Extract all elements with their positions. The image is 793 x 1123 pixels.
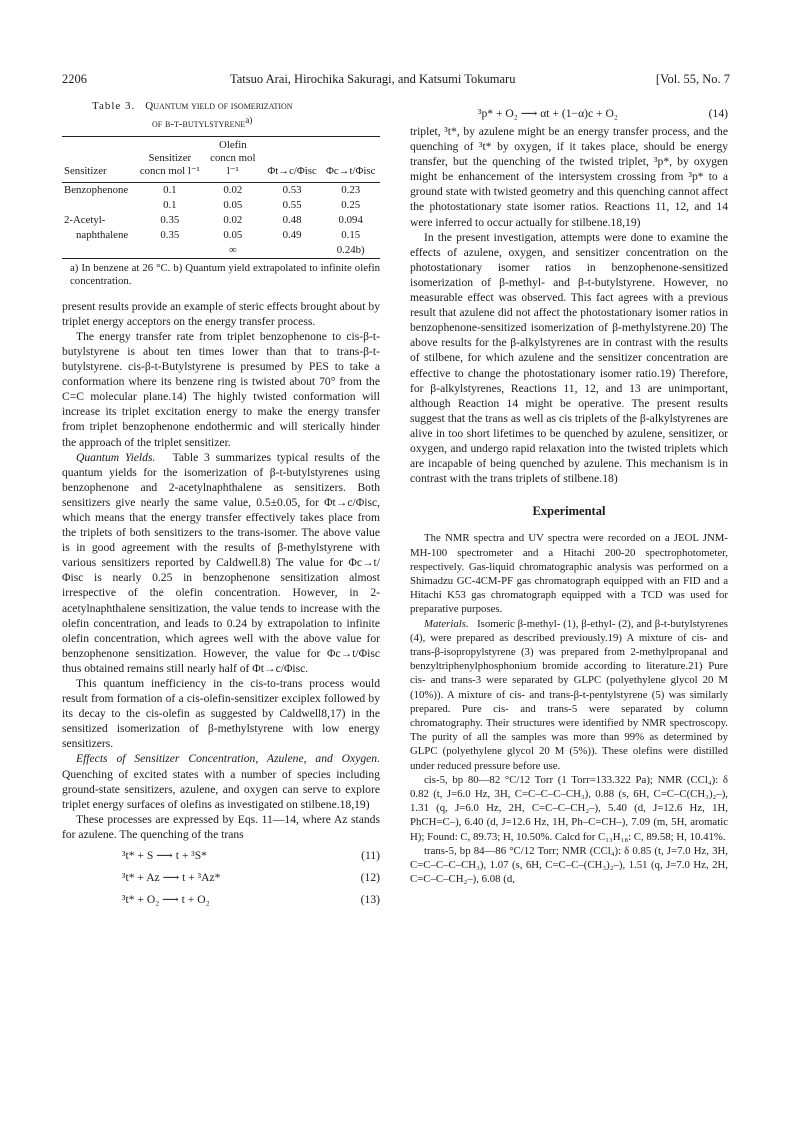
cell: ∞ bbox=[228, 243, 237, 256]
paragraph bbox=[410, 617, 728, 773]
cell bbox=[62, 198, 137, 213]
cell: 0.02 bbox=[223, 183, 243, 196]
equation-12 bbox=[62, 864, 380, 886]
equation-text: ³t* + Az ⟶ t + ³Az* bbox=[122, 871, 221, 885]
cell: 2-Acetyl- bbox=[64, 213, 106, 226]
equation-text: ³t* + O₂ ⟶ t + O₂ bbox=[122, 893, 210, 907]
paragraph bbox=[62, 751, 380, 811]
equation-number: (11) bbox=[361, 849, 380, 863]
cell bbox=[62, 243, 137, 259]
col-head: Olefin concn mol l⁻¹ bbox=[210, 138, 256, 177]
cell: 0.1 bbox=[163, 183, 177, 196]
col-head: Φc→t/Φisc bbox=[326, 164, 376, 177]
cell bbox=[137, 243, 203, 259]
table-caption: Table 3. Quantum yield of isomerization of β-t-butylstyrene$^{a)}$ bbox=[92, 100, 293, 131]
equation-number: (13) bbox=[360, 893, 380, 907]
table-row bbox=[62, 182, 380, 198]
table-row bbox=[62, 213, 380, 228]
run-in-heading: Quantum Yields. bbox=[76, 450, 156, 464]
paragraph: In the present investigation, attempts were done to examine the effects of azulene, oxygen, and sensitizer concentration on the photostationary isomer ratios in benzophenone-sensitized isomerization of β-methyl- and β-t-butylstyrene. However, no measurable effect was observed. This fact agrees with a previous result that azulene did not affect the photostationary isomer ratios in benzophenone-sensitized isomerization of β-methylstyrene.20) The above results for the β-alkylstyrenes are in contrast with the results of stilbene, for which azulene and the sensitizer concentration are effective to change the photostationary isomer ratio.19) Therefore, for β-alkylstyrenes, Reactions 11, 12, and 13 are unimportant, although Reaction 14 might be operative. The present results suggest that the trans as well as cis triplets of the β-alkylstyrenes are alive in too short lifetimes to be quenched by azulene, sensitizer, or oxygen, and undergo rapid relaxation into the twisted triplets which are incapable of being quenched by azulene. This mechanism is in contrast with the trans triplets of stilbene.18) bbox=[410, 230, 728, 486]
paragraph: These processes are expressed by Eqs. 11—14, where Az stands for azulene. The quenching of the trans bbox=[62, 812, 380, 841]
cell: 0.02 bbox=[223, 213, 243, 226]
running-authors: Tatsuo Arai, Hirochika Sakuragi, and Katsumi Tokumaru bbox=[230, 72, 516, 86]
table-label: Table 3. bbox=[92, 100, 136, 112]
table-row bbox=[62, 243, 380, 259]
equation-number: (12) bbox=[360, 871, 380, 885]
cell: 0.094 bbox=[338, 213, 363, 226]
cell: 0.05 bbox=[223, 198, 243, 211]
cell: 0.23 bbox=[341, 183, 361, 196]
table-footnote: a) In benzene at 26 °C. b) Quantum yield extrapolated to infinite olefin concentration. bbox=[70, 261, 380, 288]
cell: Benzophenone bbox=[64, 183, 129, 196]
cell: 0.35 bbox=[160, 228, 180, 241]
cell: 0.25 bbox=[341, 198, 361, 211]
cell: 0.48 bbox=[282, 213, 302, 226]
paragraph: The energy transfer rate from triplet benzophenone to cis-β-t-butylstyrene is about ten times lower than that to trans-β-t-butylstyrene. cis-β-t-Butylstyrene is presumed by PES to take a conformation where its benzene ring is twisted about 70° from the C=C molecular plane.14) The highly twisted conformation will increase its triplet excitation energy to make the energy transfer from triplet benzophenone endothermic and will sterically hinder the approach of the triplet sensitizer. bbox=[62, 329, 380, 449]
paragraph-text: Table 3 summarizes typical results of the quantum yields for the isomerization of β-t-butylstyrenes using benzophenone and 2-acetylnaphthalene as sensitizers. Both sensitizers give nearly the same value, 0.5±0.05, for Φt→c/Φisc, which means that the energy transfer effectively takes place from the triplets of both sensitizers to the trans-isomer. The above value is in good agreement with the results of β-methylstyrene with various sensitizers reported by Caldwell.8) The value for Φc→t/Φisc is nearly 0.25 in benzophenone sensitization almost irrespective of the olefin concentration. However, in 2-acetylnaphthalene sensitization, the value tends to increase with the olefin concentration, and leads to 0.24 by extrapolation to infinite olefin concentration, which agrees well with the above value for benzophenone sensitization. However, the value for Φc→t/Φisc thus obtained remains still nearly half of Φt→c/Φisc. bbox=[62, 450, 380, 675]
cell: 0.55 bbox=[282, 198, 302, 211]
cell: 0.53 bbox=[282, 183, 302, 196]
page-number: 2206 bbox=[62, 72, 87, 86]
col-head: Sensitizer bbox=[64, 164, 107, 177]
quantum-yield-table bbox=[62, 136, 380, 259]
cell: 0.15 bbox=[341, 228, 361, 241]
equation-number: (14) bbox=[708, 107, 728, 120]
paragraph: triplet, ³t*, by azulene might be an energy transfer process, and the quenching of ³t* by oxygen, if it takes place, should be energy transfer, but the quenching of the twisted triplet, ³p*, by oxygen might be enhancement of the intersystem crossing from ³p* to a ground state with twisted geometry and this quenching cannot affect the photostationary state isomer ratios. Reactions 11, 12, and 14 were inferred to occur actually for stilbene.18,19) bbox=[410, 125, 728, 229]
table-title-2: of β-t-butylstyrene bbox=[152, 118, 246, 131]
equation-text: ³t* + S ⟶ t + ³S* bbox=[122, 849, 207, 863]
run-in-heading: Effects of Sensitizer Concentration, Azulene, and Oxygen. bbox=[76, 752, 380, 766]
cell: 0.1 bbox=[163, 198, 177, 211]
equation-13 bbox=[62, 886, 380, 908]
table-row bbox=[62, 228, 380, 243]
equation-14 bbox=[410, 100, 728, 122]
paragraph: The NMR spectra and UV spectra were recorded on a JEOL JNM-MH-100 spectrometer and a Hitachi 200-20 spectrophotometer, respectively. Gas-liquid chromatographic analysis was performed on a Shimadzu GC-4CM-PF gas chromatograph equipped with an FID and a Hitachi K53 gas chromatograph equipped with a TCD was used for preparative purposes. bbox=[410, 532, 728, 616]
paragraph bbox=[62, 450, 380, 676]
paragraph: trans-5, bp 84—86 °C/12 Torr; NMR (CCl₄): δ 0.85 (t, J=7.0 Hz, 3H, C=C–C–C–CH₃), 1.07 (s, 6H, C=C–C–(CH₃)₂–), 1.51 (q, J=7.0 Hz, 2H, C=C–C–CH₂–), 6.08 (d, bbox=[410, 844, 728, 886]
running-header bbox=[62, 72, 730, 90]
cell: 0.24b) bbox=[336, 243, 365, 256]
cell: 0.35 bbox=[160, 213, 180, 226]
equation-11 bbox=[62, 842, 380, 864]
cell bbox=[263, 243, 322, 259]
paragraph-text: Quenching of excited states with a number of species including ground-state sensitizers, azulene, and oxygen can serve to explore triplet energy surfaces of olefins as investigated on stilbene.18,19) bbox=[62, 767, 380, 811]
run-in-heading: Materials. bbox=[424, 617, 469, 630]
cell: 0.49 bbox=[282, 228, 302, 241]
equation-text: ³p* + O₂ ⟶ αt + (1−α)c + O₂ bbox=[478, 107, 618, 120]
table-title-1: Quantum yield of isomerization bbox=[145, 100, 293, 112]
paragraph: cis-5, bp 80—82 °C/12 Torr (1 Torr=133.322 Pa); NMR (CCl₄): δ 0.82 (t, J=6.0 Hz, 3H, C=C–C–C–CH₃), 0.88 (s, 6H, C=C–C(CH₃)₂–), 1.31 (q, J=6.0 Hz, 2H, C=C–C–CH₂–), 5.40 (d, J=12.6 Hz, 1H, PhCH=C–), 6.40 (d, J=12.6 Hz, 1H, Ph–C=CH–), 7.09 (m, 5H, aromatic H); Found: C, 89.73; H, 10.50%. Calcd for C₁₃H₁₈: C, 89.58; H, 10.41%. bbox=[410, 773, 728, 843]
right-column bbox=[410, 100, 728, 886]
paragraph-text: Isomeric β-methyl- (1), β-ethyl- (2), and β-t-butylstyrenes (4), were prepared as described previously.19) A mixture of cis- and trans-β-isopropylstyrene (3) was prepared from 2-methylpropanal and benzyltriphenylphosphonium bromide according to literature.21) Pure cis- and trans-3 were separated by GLPC (polyethylene glycol 20 M (10%)). A mixture of cis- and trans-β-t-pentylstyrene (5) was similarly prepared. Pure cis- and trans-5 were separated by column chromatography. Their structures were identified by NMR spectroscopy. The purity of all the samples was more than 99% as determined by GLPC (polyethylene glycol 20 M (5%)). These olefins were distilled under reduced pressure before use. bbox=[410, 617, 728, 772]
paragraph: present results provide an example of steric effects brought about by triplet energy acceptors on the energy transfer process. bbox=[62, 299, 380, 328]
volume-info: [Vol. 55, No. 7 bbox=[655, 72, 730, 86]
paragraph: This quantum inefficiency in the cis-to-trans process would result from formation of a cis-olefin-sensitizer exciplex followed by its decay to the cis-olefin as suggested by Caldwell8,17) in the sensitized isomerization of β-methylstyrene with low energy sensitizers. bbox=[62, 677, 380, 751]
col-head: Sensitizer concn mol l⁻¹ bbox=[139, 151, 200, 177]
cell: naphthalene bbox=[76, 228, 129, 241]
section-heading: Experimental bbox=[532, 504, 606, 519]
col-head: Φt→c/Φisc bbox=[267, 164, 317, 177]
table-row bbox=[62, 198, 380, 213]
cell: 0.05 bbox=[223, 228, 243, 241]
left-column bbox=[62, 100, 380, 908]
